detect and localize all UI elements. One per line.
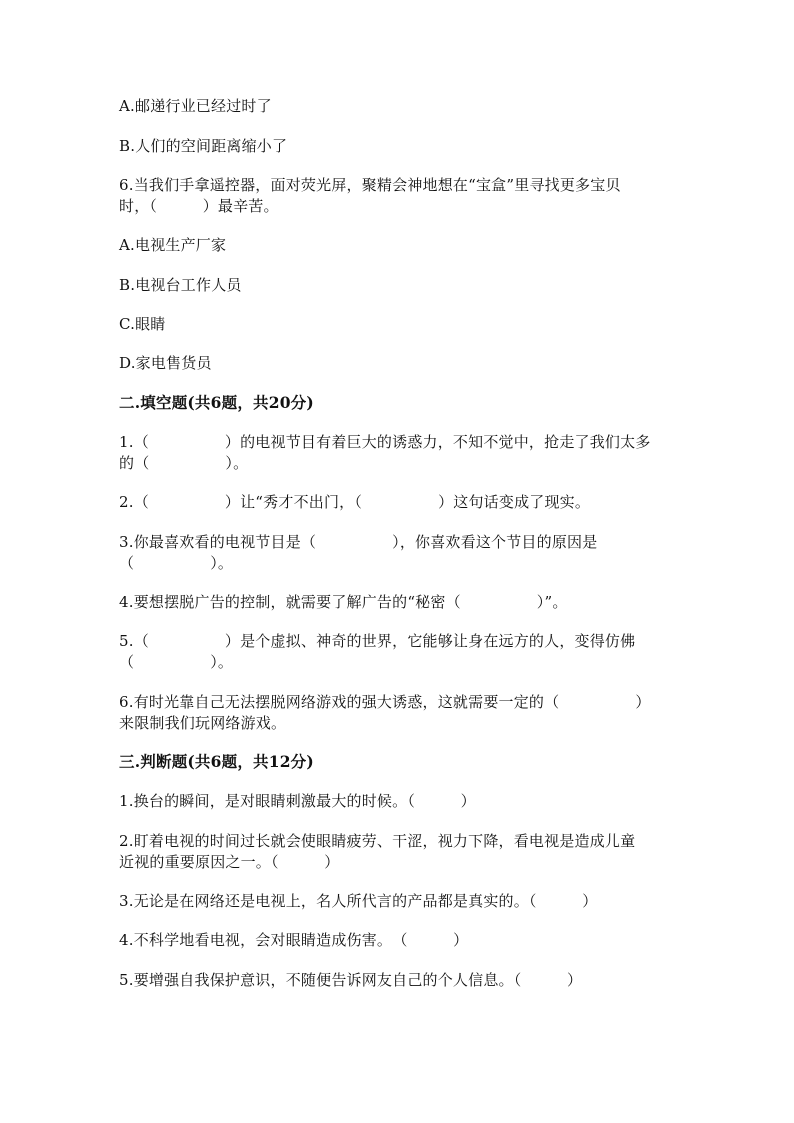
question-6-option-b: B.电视台工作人员 [119, 276, 242, 294]
fill-q1-line-1: 1.（ ）的电视节目有着巨大的诱惑力，不知不觉中，抢走了我们太多 [119, 433, 651, 451]
judge-q4: 4.不科学地看电视，会对眼睛造成伤害。 （ ） [119, 931, 469, 949]
fill-section-heading: 二.填空题(共6题，共20分) [119, 393, 314, 412]
fill-q5-line-1: 5.（ ）是个虚拟、神奇的世界，它能够让身在远方的人，变得仿佛 [119, 632, 636, 650]
judge-q2-line-2: 近视的重要原因之一。（ ） [119, 853, 340, 871]
question-6-option-d: D.家电售货员 [119, 354, 212, 372]
fill-q4: 4.要想摆脱广告的控制，就需要了解广告的“秘密（ ）”。 [119, 593, 568, 611]
question-6-line-1: 6.当我们手拿遥控器，面对荧光屏，聚精会神地想在“宝盒”里寻找更多宝贝 [119, 176, 621, 194]
question-6-option-a: A.电视生产厂家 [119, 236, 227, 254]
fill-q6-line-2: 来限制我们玩网络游戏。 [119, 714, 287, 732]
question-6-option-c: C.眼睛 [119, 315, 166, 333]
judge-q1: 1.换台的瞬间，是对眼睛刺激最大的时候。（ ） [119, 792, 476, 810]
fill-q3-line-2: （ ）。 [119, 554, 234, 572]
fill-q2: 2.（ ）让“秀才不出门，（ ）这句话变成了现实。 [119, 493, 591, 511]
option-a-prev: A.邮递行业已经过时了 [119, 97, 272, 115]
judge-q2-line-1: 2.盯着电视的时间过长就会使眼睛疲劳、干涩，视力下降，看电视是造成儿童 [119, 832, 636, 850]
fill-q5-line-2: （ ）。 [119, 653, 234, 671]
judge-q3: 3.无论是在网络还是电视上，名人所代言的产品都是真实的。（ ） [119, 892, 598, 910]
fill-q3-line-1: 3.你最喜欢看的电视节目是（ ），你喜欢看这个节目的原因是 [119, 533, 598, 551]
judge-section-heading: 三.判断题(共6题，共12分) [119, 752, 314, 771]
option-b-prev: B.人们的空间距离缩小了 [119, 137, 288, 155]
question-6-line-2: 时，（ ）最辛苦。 [119, 197, 279, 215]
judge-q5: 5.要增强自我保护意识，不随便告诉网友自己的个人信息。（ ） [119, 971, 583, 989]
fill-q1-line-2: 的（ ）。 [119, 454, 249, 472]
fill-q6-line-1: 6.有时光靠自己无法摆脱网络游戏的强大诱惑，这就需要一定的（ ） [119, 693, 651, 711]
